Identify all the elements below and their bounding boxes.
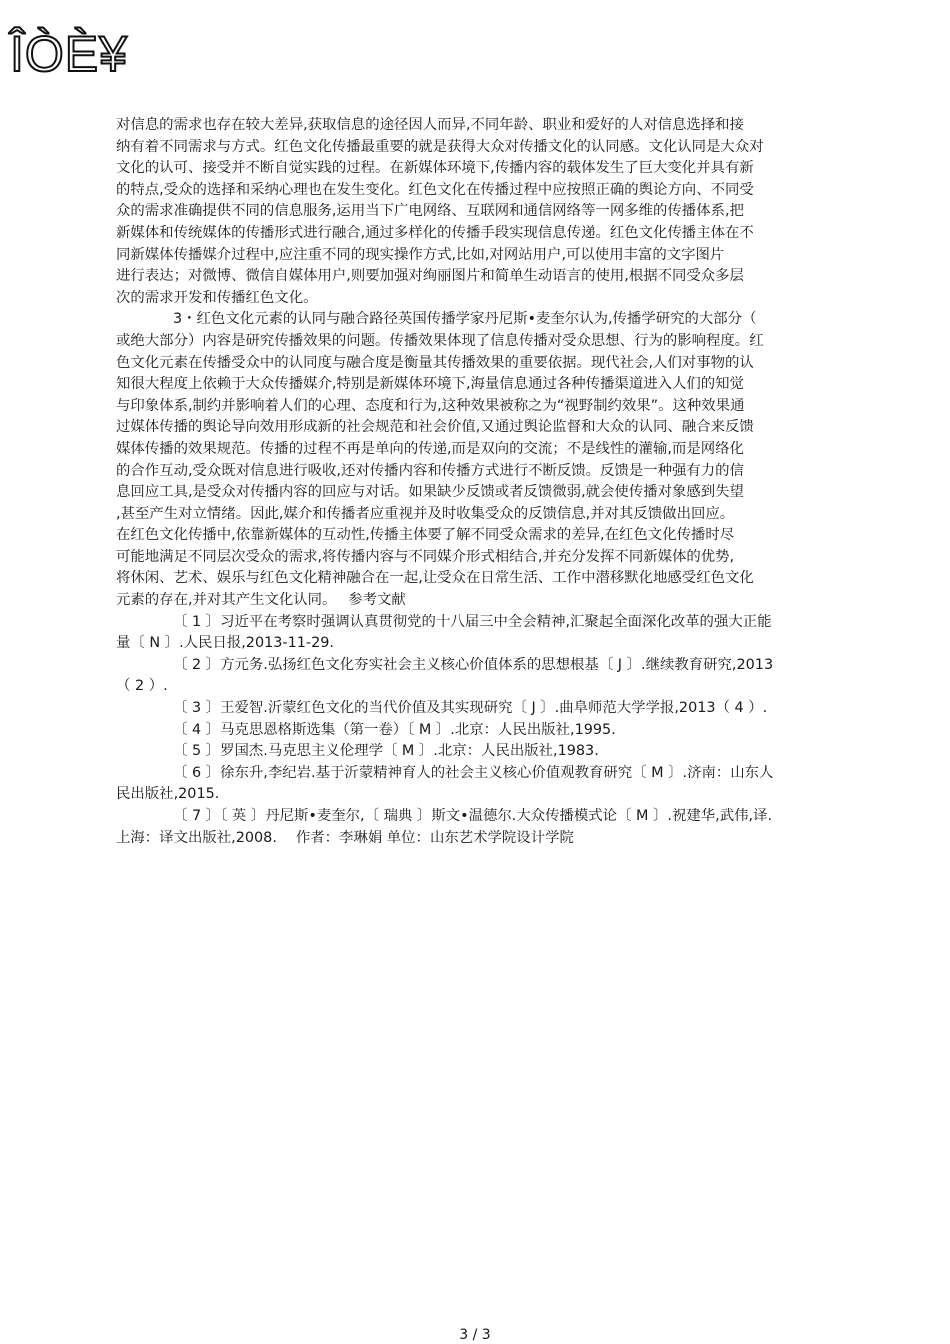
reference-continuation: 量〔 N 〕.人民日报,2013-11-29. [116,635,335,652]
text-line: 可能地满足不同层次受众的需求,将传播内容与不同媒介形式相结合,并充分发挥不同新媒体的优势, [116,548,735,565]
text-line: ,甚至产生对立情绪。因此,媒介和传播者应重视并及时收集受众的反馈信息,并对其反馈做出回应。 [116,505,735,522]
section-heading-line: 3・红色文化元素的认同与融合路径英国传播学家丹尼斯•麦奎尔认为,传播学研究的大部分（ [173,311,757,328]
text-line: 新媒体和传统媒体的传播形式进行融合,通过多样化的传播手段实现信息传递。红色文化传播主体在不 [116,224,754,241]
reference-item: 〔 6 〕徐东升,李纪岩.基于沂蒙精神育人的社会主义核心价值观教育研究〔 M 〕.济南：山东人 [173,764,774,781]
text-line: 纳有着不同需求与方式。红色文化传播最重要的就是获得大众对传播文化的认同感。文化认同是大众对 [116,138,764,155]
text-line: 同新媒体传播媒介过程中,应注重不同的现实操作方式,比如,对网站用户,可以使用丰富的文字图片 [116,246,725,263]
text-line: 过媒体传播的舆论导向效用形成新的社会规范和社会价值,又通过舆论监督和大众的认同、融合来反馈 [116,419,754,436]
text-line: 媒体传播的效果规范。传播的过程不再是单向的传递,而是双向的交流；不是线性的灌输,而是网络化 [116,440,744,457]
watermark-logo: ÎÒÈ¥ [10,26,128,82]
document-body [116,115,838,849]
text-line: 色文化元素在传播受众中的认同度与融合度是衡量其传播效果的重要依据。现代社会,人们对事物的认 [116,354,754,371]
reference-item: 〔 4 〕马克思恩格斯选集（第一卷）〔 M 〕.北京：人民出版社,1995. [173,721,616,738]
text-line: 知很大程度上依赖于大众传播媒介,特别是新媒体环境下,海量信息通过各种传播渠道进入人们的知觉 [116,376,744,393]
reference-continuation: （ 2 ）. [116,678,168,695]
text-line: 众的需求准确提供不同的信息服务,运用当下广电网络、互联网和通信网络等一网多维的传播体系,把 [116,203,744,220]
text-line: 的特点,受众的选择和采纳心理也在发生变化。红色文化在传播过程中应按照正确的舆论方向、不同受 [116,181,754,198]
reference-continuation: 民出版社,2015. [116,786,220,803]
reference-item: 〔 5 〕罗国杰.马克思主义伦理学〔 M 〕.北京：人民出版社,1983. [173,743,599,760]
text-line: 对信息的需求也存在较大差异,获取信息的途径因人而异,不同年龄、职业和爱好的人对信息选择和接 [116,117,744,133]
text-line: 进行表达；对微博、微信自媒体用户,则要加强对绚丽图片和简单生动语言的使用,根据不同受众多层 [116,268,744,285]
text-line: 的合作互动,受众既对信息进行吸收,还对传播内容和传播方式进行不断反馈。反馈是一种强有力的信 [116,462,744,479]
page-number: 3 / 3 [459,1327,491,1343]
reference-item: 〔 2 〕方元务.弘扬红色文化夯实社会主义核心价值体系的思想根基〔 J 〕.继续教育研究,2013 [173,656,774,673]
author-line: 上海：译文出版社,2008. 作者：李琳娟 单位：山东艺术学院设计学院 [116,829,574,846]
text-line: 在红色文化传播中,依靠新媒体的互动性,传播主体要了解不同受众需求的差异,在红色文化传播时尽 [116,527,735,544]
reference-item: 〔 1 〕习近平在考察时强调认真贯彻党的十八届三中全会精神,汇聚起全面深化改革的强大正能 [173,613,772,630]
references-heading-line: 元素的存在,并对其产生文化认同。 参考文献 [116,592,406,609]
text-line: 与印象体系,制约并影响着人们的心理、态度和行为,这种效果被称之为“视野制约效果”。这种效果通 [116,397,745,414]
reference-item: 〔 7 〕〔 英 〕丹尼斯•麦奎尔,〔 瑞典 〕斯文•温德尔.大众传播模式论〔 M 〕.祝建华,武伟,译. [173,808,773,824]
reference-item: 〔 3 〕王爱智.沂蒙红色文化的当代价值及其实现研究〔 J 〕.曲阜师范大学学报,2013（ 4 ）. [173,700,768,717]
text-line: 将休闲、艺术、娱乐与红色文化精神融合在一起,让受众在日常生活、工作中潜移默化地感受红色文化 [116,570,754,587]
text-line: 或绝大部分）内容是研究传播效果的问题。传播效果体现了信息传播对受众思想、行为的影响程度。红 [116,332,764,349]
text-line: 次的需求开发和传播红色文化。 [116,289,318,306]
text-line: 息回应工具,是受众对传播内容的回应与对话。如果缺少反馈或者反馈微弱,就会使传播对象感到失望 [116,484,744,501]
text-line: 文化的认可、接受并不断自觉实践的过程。在新媒体环境下,传播内容的载体发生了巨大变化并具有新 [116,160,754,177]
